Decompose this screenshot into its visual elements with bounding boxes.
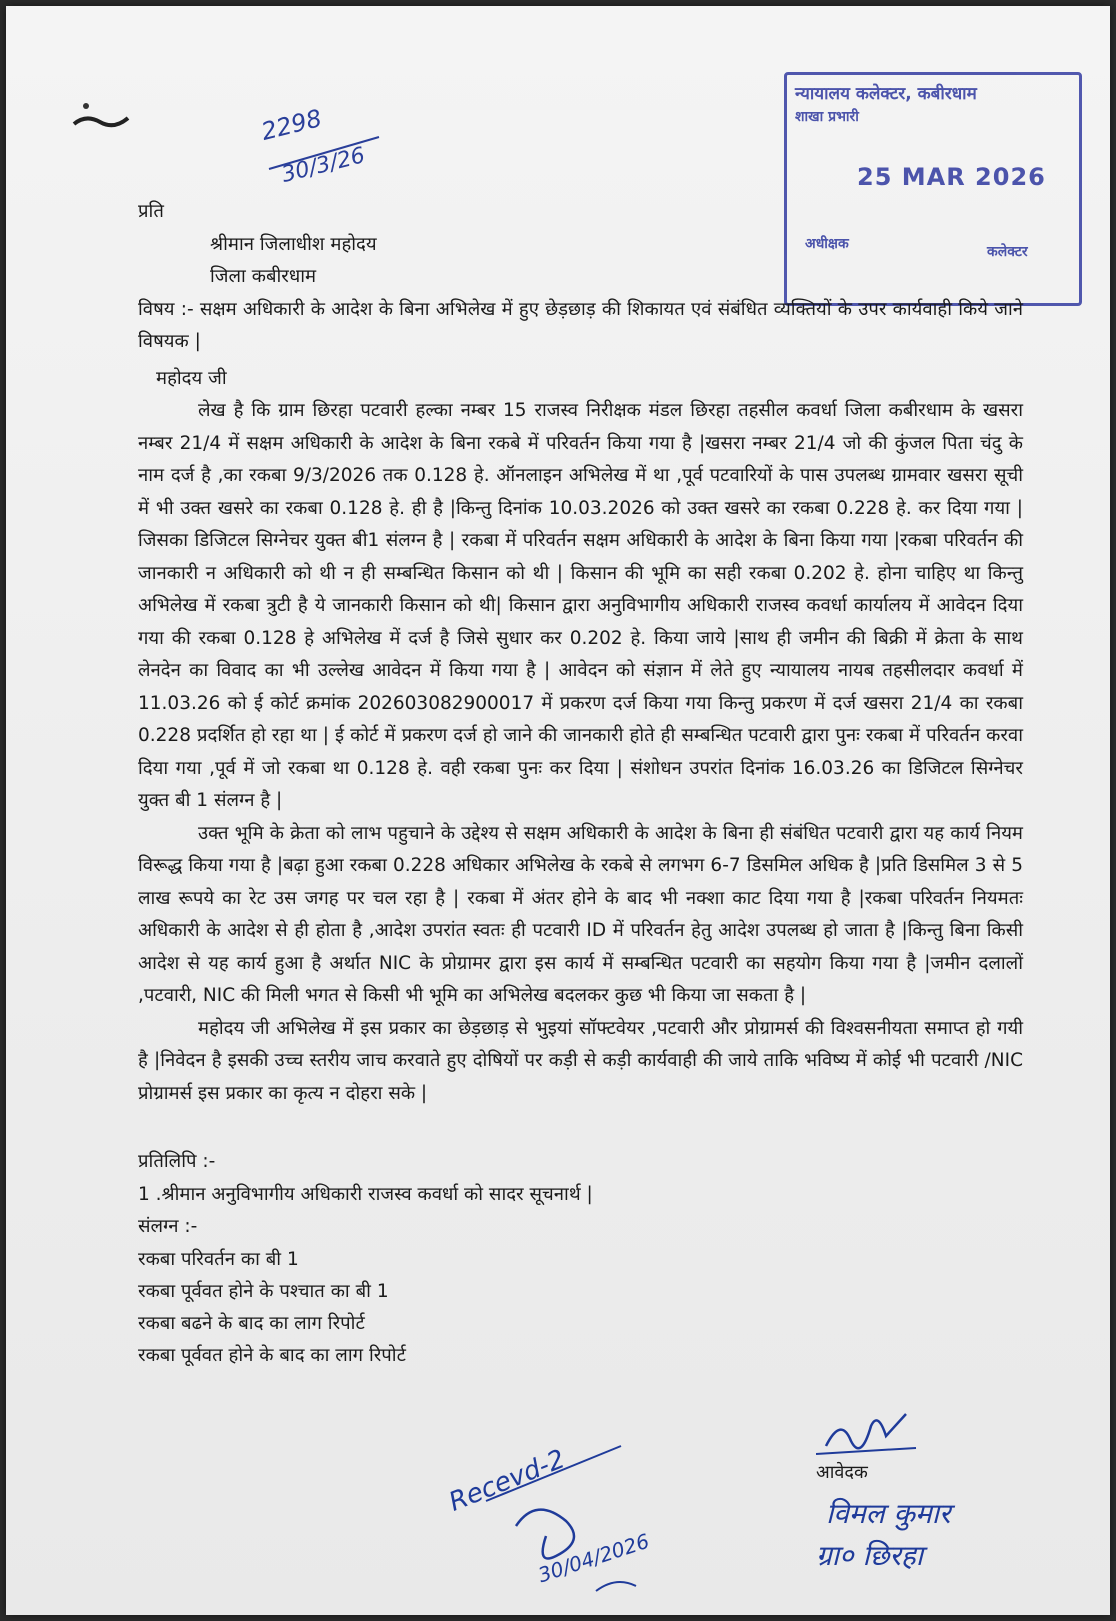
received-note xyxy=(446,1426,706,1606)
inward-number: 2298 xyxy=(258,104,325,146)
stamp-date: 25 MAR 2026 xyxy=(857,163,1046,191)
cc-heading: प्रतिलिपि :- xyxy=(138,1151,216,1172)
applicant-name: विमल कुमार xyxy=(826,1497,951,1530)
stamp-collector: कलेक्टर xyxy=(987,244,1028,260)
enclosure-item: रकबा पूर्ववत होने के पश्चात का बी 1 xyxy=(138,1280,389,1302)
letter-body xyxy=(138,196,1023,1372)
received-label: Recevd-2 xyxy=(444,1444,570,1518)
applicant-label: आवेदक xyxy=(816,1462,868,1483)
received-signature-mark xyxy=(446,1426,706,1606)
applicant-village: ग्रा० छिरहा xyxy=(816,1539,923,1572)
salutation-to: प्रति xyxy=(138,201,164,222)
stamp-branch: शाखा प्रभारी xyxy=(795,109,859,125)
stamp-superintendent: अधीक्षक xyxy=(805,236,849,252)
inward-date: 30/3/26 xyxy=(279,143,368,188)
cc-item: 1 .श्रीमान अनुविभागीय अधिकारी राजस्व कवर्धा को सादर सूचनार्थ | xyxy=(138,1183,593,1205)
paragraph-3: महोदय जी अभिलेख में इस प्रकार का छेड़छाड़ से भुइयां सॉफ्टवेयर ,पटवारी और प्रोग्रामर्स की विश्वसनीयता समाप्त हो गयी है |निवेदन है इसकी उच्च स्तरीय जाच करवाते हुए दोषियों पर कड़ी से कड़ी कार्यवाही की जाये ताकि भविष्य में कोई भी पटवारी /NIC प्रोग्रामर्स इस प्रकार का कृत्य न दोहरा सके | xyxy=(138,1017,1023,1104)
greeting: महोदय जी xyxy=(156,367,227,389)
paragraph-2: उक्त भूमि के क्रेता को लाभ पहुचाने के उद्देश्य से सक्षम अधिकारी के आदेश के बिना ही संबंधित पटवारी द्वारा यह कार्य नियम विरूद्ध किया गया है |बढ़ा हुआ रकबा 0.228 अधिकार अभिलेख के रकबे से लगभग 6-7 डिसमिल अधिक है |प्रति डिसमिल 3 से 5 लाख रूपये का रेट उस जगह पर चल रहा है | रकबा में अंतर होने के बाद भी नक्शा काट दिया गया है |रकबा परिवर्तन नियमतः अधिकारी के आदेश से ही होता है ,आदेश उपरांत स्वतः ही पटवारी ID में परिवर्तन हेतु आदेश उपलब्ध हो जाता है |किन्तु बिना किसी आदेश से यह कार्य हुआ है अर्थात NIC के प्रोग्रामर द्वारा इस कार्य में सम्बन्धित पटवारी का सहयोग किया गया है |जमीन दलालों ,पटवारी, NIC की मिली भगत से किसी भी भूमि का अभिलेख बदलकर कुछ भी किया जा सकता है | xyxy=(138,822,1023,1006)
ink-mark xyxy=(66,96,136,136)
enclosure-heading: संलग्न :- xyxy=(138,1216,198,1237)
addressee-district: जिला कबीरधाम xyxy=(210,266,317,287)
enclosure-item: रकबा बढने के बाद का लाग रिपोर्ट xyxy=(138,1312,365,1334)
addressee: श्रीमान जिलाधीश महोदय xyxy=(210,233,377,255)
applicant-signature-block xyxy=(816,1406,1036,1586)
enclosure-item: रकबा परिवर्तन का बी 1 xyxy=(138,1248,299,1270)
paragraph-1: लेख है कि ग्राम छिरहा पटवारी हल्का नम्बर 15 राजस्व निरीक्षक मंडल छिरहा तहसील कवर्धा जिला कबीरधाम के खसरा नम्बर 21/4 में सक्षम अधिकारी के आदेश के बिना रकबे में परिवर्तन किया गया है |खसरा नम्बर 21/4 जो की कुंजल पिता चंदु के नाम दर्ज है ,का रकबा 9/3/2026 तक 0.128 हे. ऑनलाइन अभिलेख में था ,पूर्व पटवारियों के पास उपलब्ध ग्रामवार खसरा सूची में भी उक्त खसरे का रकबा 0.128 हे. ही है |किन्तु दिनांक 10.03.2026 को उक्त खसरे का रकबा 0.228 हे. कर दिया गया |जिसका डिजिटल सिग्नेचर युक्त बी1 संलग्न है | रकबा में परिवर्तन सक्षम अधिकारी के आदेश के बिना किया गया |रकबा परिवर्तन की जानकारी न अधिकारी को थी न ही सम्बन्धित किसान को थी | किसान की भूमि का सही रकबा 0.202 हे. होना चाहिए था किन्तु अभिलेख में रकबा त्रुटी है ये जानकारी किसान को थी| किसान द्वारा अनुविभागीय अधिकारी राजस्व कवर्धा कार्यालय में आवेदन दिया गया की रकबा 0.128 हे अभिलेख में दर्ज है जिसे सुधार कर 0.202 हे. किया जाये |साथ ही जमीन की बिक्री में क्रेता के साथ लेनदेन का विवाद का भी उल्लेख आवेदन में किया गया है | आवेदन को संज्ञान में लेते हुए न्यायालय नायब तहसीलदार कवर्धा में 11.03.26 को ई कोर्ट क्रमांक 202603082900017 में प्रकरण दर्ज किया गया किन्तु प्रकरण में दर्ज खसरा 21/4 का रकबा 0.228 प्रदर्शित हो रहा था | ई कोर्ट में प्रकरण दर्ज हो जाने की जानकारी होते ही सम्बन्धित पटवारी द्वारा पुनः रकबा में परिवर्तन करवा दिया गया ,पूर्व में जो रकबा था 0.128 हे. वही रकबा पुनः कर दिया | संशोधन उपरांत दिनांक 16.03.26 का डिजिटल सिग्नेचर युक्त बी 1 संलग्न है | xyxy=(138,400,1023,811)
letter-page xyxy=(6,6,1110,1615)
enclosure-item: रकबा पूर्ववत होने के बाद का लाग रिपोर्ट xyxy=(138,1344,406,1366)
received-date: 30/04/2026 xyxy=(535,1528,653,1588)
subject-line: विषय :- सक्षम अधिकारी के आदेश के बिना अभिलेख में हुए छेड़छाड़ की शिकायत एवं संबंधित व्यक्तियों के उपर कार्यवाही किये जाने विषयक | xyxy=(138,298,1023,352)
stamp-office-name: न्यायालय कलेक्टर, कबीरधाम xyxy=(795,84,977,104)
applicant-signature xyxy=(816,1406,1036,1466)
inward-number-note xyxy=(251,104,401,196)
